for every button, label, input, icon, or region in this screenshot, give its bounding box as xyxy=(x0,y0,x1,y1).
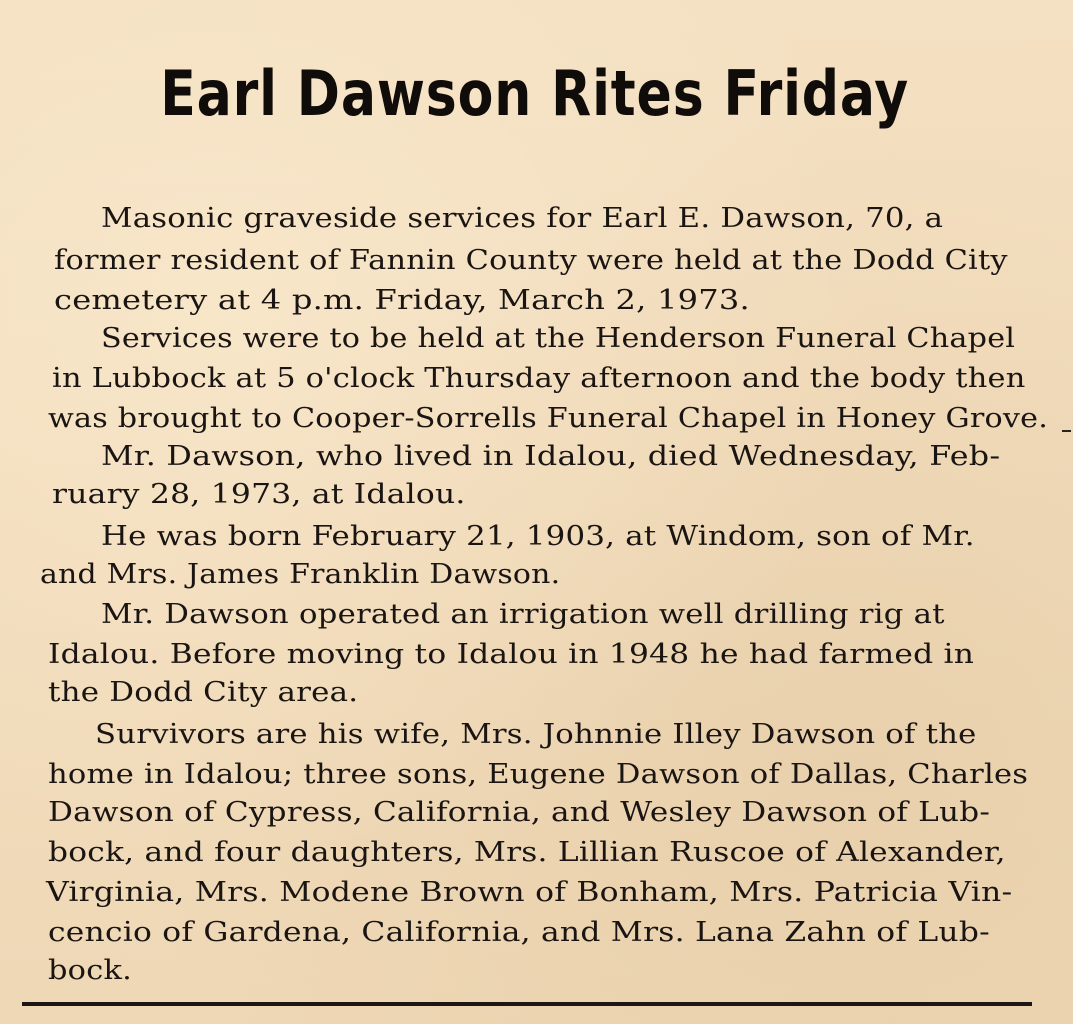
body-line: Idalou. Before moving to Idalou in 1948 he had farmed in xyxy=(48,638,975,670)
body-line: home in Idalou; three sons, Eugene Dawson of Dallas, Charles xyxy=(48,758,1029,790)
body-line: bock. xyxy=(48,954,132,986)
body-line: bock, and four daughters, Mrs. Lillian Ruscoe of Alexander, xyxy=(48,836,1006,868)
body-line: He was born February 21, 1903, at Windom, son of Mr. xyxy=(101,520,975,552)
bottom-rule xyxy=(22,1002,1032,1006)
body-line: cencio of Gardena, California, and Mrs. Lana Zahn of Lub- xyxy=(48,916,990,948)
body-line: Dawson of Cypress, California, and Wesley Dawson of Lub- xyxy=(48,796,991,828)
body-line: Mr. Dawson, who lived in Idalou, died Wednesday, Feb- xyxy=(101,440,1001,472)
headline: Earl Dawson Rites Friday xyxy=(160,57,910,130)
body-line: and Mrs. James Franklin Dawson. xyxy=(40,558,561,590)
body-line: the Dodd City area. xyxy=(48,676,359,708)
body-line: cemetery at 4 p.m. Friday, March 2, 1973. xyxy=(54,284,750,316)
body-line: ruary 28, 1973, at Idalou. xyxy=(52,478,466,510)
body-line: was brought to Cooper-Sorrells Funeral Chapel in Honey Grove. xyxy=(48,402,1049,434)
body-line: Survivors are his wife, Mrs. Johnnie Illey Dawson of the xyxy=(95,718,977,750)
edge-mark xyxy=(1062,430,1071,432)
body-line: former resident of Fannin County were held at the Dodd City xyxy=(54,244,1008,276)
body-line: Services were to be held at the Henderson Funeral Chapel xyxy=(101,322,1016,354)
body-line: Mr. Dawson operated an irrigation well drilling rig at xyxy=(101,598,945,630)
body-line: in Lubbock at 5 o'clock Thursday afternoon and the body then xyxy=(52,362,1026,394)
body-line: Masonic graveside services for Earl E. Dawson, 70, a xyxy=(101,202,944,234)
body-line: Virginia, Mrs. Modene Brown of Bonham, Mrs. Patricia Vin- xyxy=(46,876,1013,908)
